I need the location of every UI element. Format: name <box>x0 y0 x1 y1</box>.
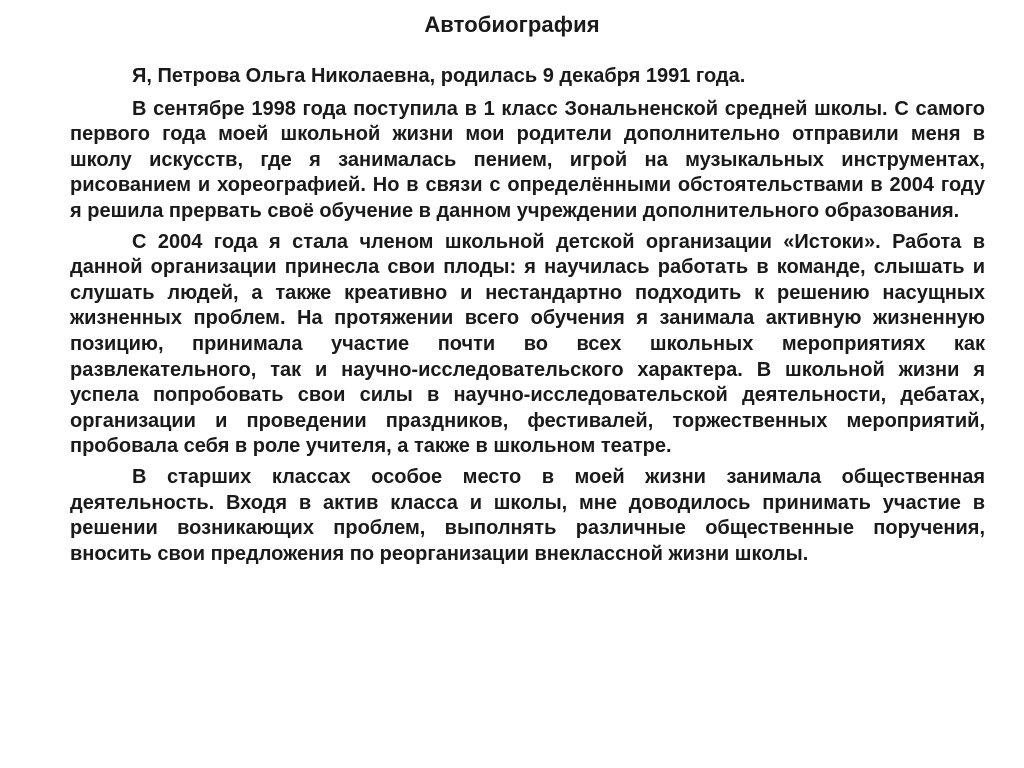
paragraph-intro: Я, Петрова Ольга Николаевна, родилась 9 декабря 1991 года. <box>132 65 746 87</box>
document-body <box>70 64 985 572</box>
paragraph-organization: С 2004 года я стала членом школьной детской организации «Истоки». Работа в данной организации принесла свои плоды: я научилась работать в команде, слышать и слушать людей, а также креативно и нестандартно подходить к решению насущных жизненных проблем. На протяжении всего обучения я занимала активную жизненную позицию, принимала участие почти во всех школьных мероприятиях как развлекательного, так и научно-исследовательского характера. В школьной жизни я успела попробовать свои силы в научно-исследовательской деятельности, дебатах, организации и проведении праздников, фестивалей, торжественных мероприятий, пробовала себя в роле учителя, а также в школьном театре. <box>70 230 985 458</box>
page-title: Автобиография <box>424 12 600 37</box>
paragraph-school: В сентябре 1998 года поступила в 1 класс Зональненской средней школы. С самого первого года моей школьной жизни мои родители дополнительно отправили меня в школу искусств, где я занималась пением, игрой на музыкальных инструментах, рисованием и хореографией. Но в связи с определёнными обстоятельствами в 2004 году я решила прервать своё обучение в данном учреждении дополнительного образования. <box>70 97 985 222</box>
paragraph-senior-classes: В старших классах особое место в моей жизни занимала общественная деятельность. Входя в актив класса и школы, мне доводилось принимать участие в решении возникающих проблем, выполнять различные общественные поручения, вносить свои предложения по реорганизации внеклассной жизни школы. <box>70 465 985 565</box>
